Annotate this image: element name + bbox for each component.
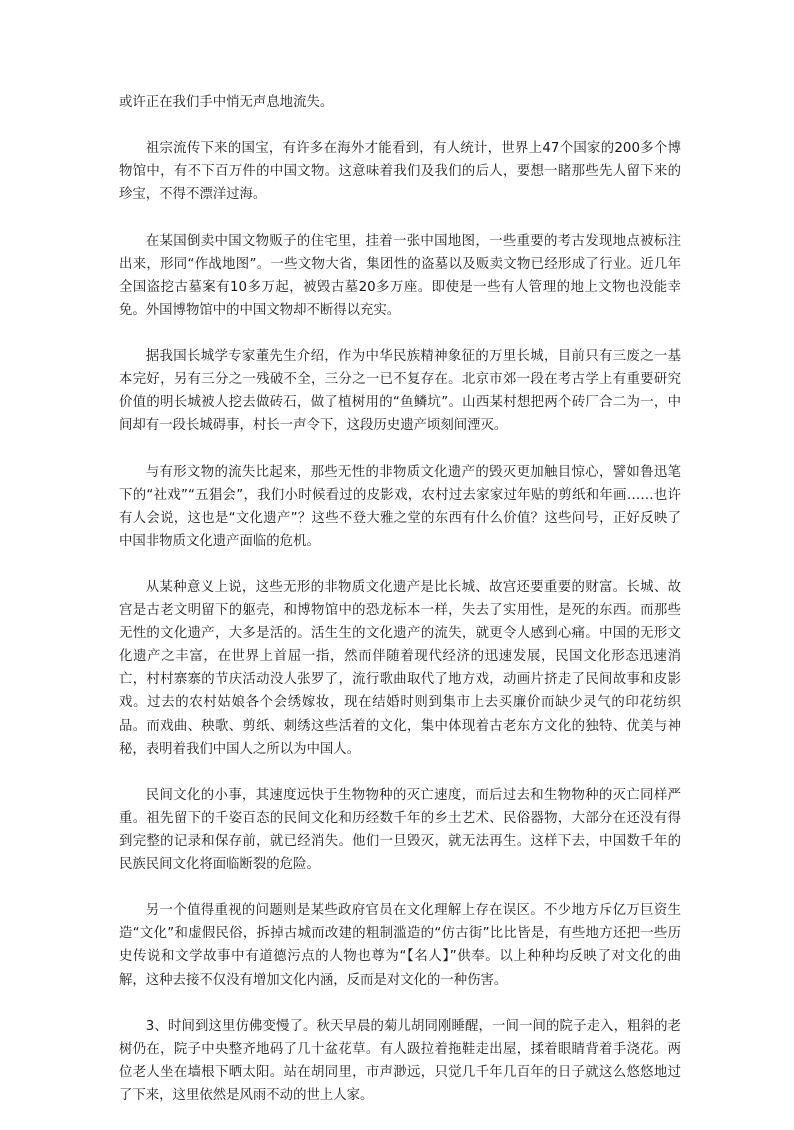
- paragraph-4: 据我国长城学专家董先生介绍，作为中华民族精神象征的万里长城，目前只有三废之一基本完好，另有三分之一残破不全，三分之一已不复存在。北京市郊一段在考古学上有重要研究价值的明长城被人挖去做砖石，做了植树用的“鱼鳞坑”。山西某村想把两个砖厂合二为一，中间却有一段长城碍事，村长一声令下，这段历史遗产顷刻间湮灭。: [119, 349, 681, 434]
- paragraph-8: 另一个值得重视的问题则是某些政府官员在文化理解上存在误区。不少地方斥亿万巨资生造“文化”和虚假民俗，拆掉古城而改建的粗制滥造的“仿古街”比比皆是，有些地方还把一些历史传说和文学故事中有道德污点的人物也尊为“【名人】”供奉。以上种种均反映了对文化的曲解，这种去接不仅没有增加文化内涵，反而是对文化的一种伤害。: [119, 903, 681, 988]
- paragraph-9: 3、时间到这里仿佛变慢了。秋天早晨的菊儿胡同刚睡醒，一间一间的院子走入，粗斜的老树仍在，院子中央整齐地码了几十盆花草。有人趿拉着拖鞋走出屋，揉着眼睛背着手浇花。两位老人坐在墙根下晒太阳。站在胡同里，市声渺远，只觉几千年几百年的日子就这么悠悠地过了下来，这里依然是风雨不动的世上人家。: [119, 1018, 681, 1104]
- paragraph-2: 祖宗流传下来的国宝，有许多在海外才能看到，有人统计，世界上47个国家的200多个博物馆中，有不下百万件的中国文物。这意味着我们及我们的后人，要想一睹那些先人留下来的珍宝，不得不漂洋过海。: [119, 141, 681, 203]
- paragraph-1: 或许正在我们手中悄无声息地流失。: [119, 95, 334, 110]
- document-body: [119, 91, 681, 1130]
- paragraph-5: 与有形文物的流失比起来，那些无性的非物质文化遗产的毁灭更加触目惊心，譬如鲁迅笔下的“社戏”“五猖会”，我们小时候看过的皮影戏，农村过去家家过年贴的剪纸和年画……也许有人会说，这也是“文化遗产”？这些不登大雅之堂的东西有什么价值？这些问号，正好反映了中国非物质文化遗产面临的危机。: [119, 464, 681, 549]
- paragraph-7: 民间文化的小事，其速度远快于生物物种的灭亡速度，而后过去和生物物种的灭亡同样严重。祖先留下的千姿百态的民间文化和历经数千年的乡土艺术、民俗器物，大部分在还没有得到完整的记录和保存前，就已经消失。他们一旦毁灭，就无法再生。这样下去，中国数千年的民族民间文化将面临断裂的危险。: [119, 787, 681, 873]
- paragraph-3: 在某国倒卖中国文物贩子的住宅里，挂着一张中国地图，一些重要的考古发现地点被标注出来，形同“作战地图”。一些文物大省，集团性的盗墓以及贩卖文物已经形成了行业。近几年全国盗挖古墓案有10多万起，被毁古墓20多万座。即使是一些有人管理的地上文物也没能幸免。外国博物馆中的中国文物却不断得以充实。: [119, 233, 681, 318]
- paragraph-6: 从某种意义上说，这些无形的非物质文化遗产是比长城、故宫还要重要的财富。长城、故宫是古老文明留下的躯壳，和博物馆中的恐龙标本一样，失去了实用性，是死的东西。而那些无性的文化遗产，大多是活的。活生生的文化遗产的流失，就更令人感到心痛。中国的无形文化遗产之丰富，在世界上首屈一指，然而伴随着现代经济的迅速发展，民国文化形态迅速消亡，村村寨寨的节庆活动没人张罗了，流行歌曲取代了地方戏，动画片挤走了民间故事和皮影戏。过去的农村姑娘各个会绣嫁妆，现在结婚时则到集市上去买廉价而缺少灵气的印花纺织品。而戏曲、秧歌、剪纸、刺绣这些活着的文化，集中体现着古老东方文化的独特、优美与神秘，表明着我们中国人之所以为中国人。: [119, 579, 681, 757]
